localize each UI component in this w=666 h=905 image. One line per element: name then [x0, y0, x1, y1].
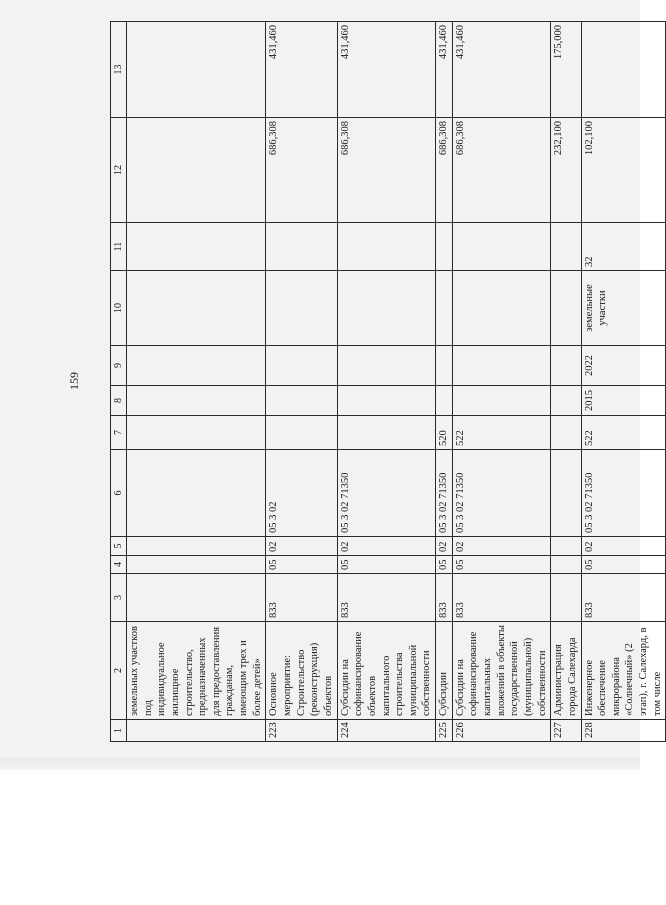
- cell-amount-b: 431,460: [337, 22, 435, 118]
- header-cell: 1: [111, 720, 127, 742]
- cell-target-code: 05 3 02: [266, 450, 337, 537]
- cell-unit: [127, 271, 266, 346]
- cell-unit: [436, 271, 453, 346]
- cell-subsection: [127, 537, 266, 556]
- cell-ministry: [127, 574, 266, 622]
- row-number: [127, 720, 266, 742]
- row-name: земельных участков под индивидуальное жилищное строительство, предназначенных для предоставления гражданам, имеющим трех и более детей»: [127, 622, 266, 720]
- row-number: 226: [452, 720, 550, 742]
- cell-subsection: 02: [581, 537, 666, 556]
- cell-section: 05: [436, 556, 453, 574]
- row-number: 228: [581, 720, 666, 742]
- header-cell: 8: [111, 386, 127, 416]
- table-row: [551, 22, 581, 742]
- row-name: Субсидии на софинансирование капитальных вложений в объекты государственной (муниципальной) собственности: [452, 622, 550, 720]
- cell-amount-b: 431,460: [436, 22, 453, 118]
- header-cell: 4: [111, 556, 127, 574]
- cell-ministry: 833: [337, 574, 435, 622]
- cell-subsection: 02: [337, 537, 435, 556]
- cell-amount-b: 431,460: [452, 22, 550, 118]
- cell-expense-type: [551, 416, 581, 450]
- cell-target-code: 05 3 02 71350: [436, 450, 453, 537]
- cell-capacity: [436, 223, 453, 271]
- cell-capacity: [127, 223, 266, 271]
- table-row: [337, 22, 435, 742]
- cell-subsection: 02: [436, 537, 453, 556]
- cell-section: 05: [452, 556, 550, 574]
- budget-table-rotated: [110, 22, 663, 742]
- cell-ministry: 833: [436, 574, 453, 622]
- page-number: 159: [67, 372, 81, 390]
- cell-amount-a: [127, 118, 266, 223]
- header-cell: 3: [111, 574, 127, 622]
- row-name: Субсидии: [436, 622, 453, 720]
- cell-end-year: [551, 346, 581, 386]
- header-cell: 12: [111, 118, 127, 223]
- cell-unit: земельные участки: [581, 271, 666, 346]
- header-cell: 10: [111, 271, 127, 346]
- row-name: Администрация города Салехарда: [551, 622, 581, 720]
- cell-amount-a: 686,308: [436, 118, 453, 223]
- cell-start-year: 2015: [581, 386, 666, 416]
- cell-amount-b: [581, 22, 666, 118]
- cell-amount-b: 431,460: [266, 22, 337, 118]
- cell-subsection: 02: [266, 537, 337, 556]
- table-row: [452, 22, 550, 742]
- cell-unit: [452, 271, 550, 346]
- cell-target-code: 05 3 02 71350: [452, 450, 550, 537]
- cell-end-year: [337, 346, 435, 386]
- scan-edge-shadow: [0, 758, 640, 770]
- cell-start-year: [452, 386, 550, 416]
- cell-amount-a: 232,100: [551, 118, 581, 223]
- header-cell: 11: [111, 223, 127, 271]
- cell-section: [127, 556, 266, 574]
- header-cell: 9: [111, 346, 127, 386]
- cell-target-code: 05 3 02 71350: [337, 450, 435, 537]
- cell-section: [551, 556, 581, 574]
- cell-capacity: [266, 223, 337, 271]
- cell-target-code: [551, 450, 581, 537]
- cell-amount-a: 102,100: [581, 118, 666, 223]
- budget-table-wrapper: [110, 22, 663, 742]
- cell-amount-b: [127, 22, 266, 118]
- cell-unit: [337, 271, 435, 346]
- cell-end-year: [127, 346, 266, 386]
- cell-unit: [551, 271, 581, 346]
- cell-expense-type: 522: [452, 416, 550, 450]
- header-cell: 6: [111, 450, 127, 537]
- row-number: 224: [337, 720, 435, 742]
- cell-start-year: [551, 386, 581, 416]
- cell-capacity: [452, 223, 550, 271]
- cell-subsection: [551, 537, 581, 556]
- cell-capacity: [337, 223, 435, 271]
- cell-start-year: [127, 386, 266, 416]
- row-name: Основное мероприятие: Строительство (реконструкция) объектов: [266, 622, 337, 720]
- cell-section: 05: [266, 556, 337, 574]
- header-cell: 2: [111, 622, 127, 720]
- cell-start-year: [266, 386, 337, 416]
- cell-section: 05: [581, 556, 666, 574]
- table-header-row: [111, 22, 127, 742]
- cell-subsection: 02: [452, 537, 550, 556]
- cell-expense-type: 522: [581, 416, 666, 450]
- table-row: [127, 22, 266, 742]
- budget-table: [110, 21, 666, 742]
- cell-ministry: 833: [452, 574, 550, 622]
- cell-end-year: [266, 346, 337, 386]
- cell-expense-type: [127, 416, 266, 450]
- cell-capacity: 32: [581, 223, 666, 271]
- cell-section: 05: [337, 556, 435, 574]
- row-name: Инженерное обеспечение микрорайона «Солнечный» (2 этап), г. Салехард, в том числе: [581, 622, 666, 720]
- row-number: 223: [266, 720, 337, 742]
- cell-expense-type: [266, 416, 337, 450]
- row-name: Субсидии на софинансирование объектов капитального строительства муниципальной собственности: [337, 622, 435, 720]
- cell-target-code: 05 3 02 71350: [581, 450, 666, 537]
- header-cell: 5: [111, 537, 127, 556]
- row-number: 225: [436, 720, 453, 742]
- cell-start-year: [436, 386, 453, 416]
- cell-unit: [266, 271, 337, 346]
- header-cell: 13: [111, 22, 127, 118]
- cell-target-code: [127, 450, 266, 537]
- cell-amount-b: 175,000: [551, 22, 581, 118]
- table-row: [266, 22, 337, 742]
- cell-amount-a: 686,308: [337, 118, 435, 223]
- cell-start-year: [337, 386, 435, 416]
- cell-expense-type: 520: [436, 416, 453, 450]
- cell-amount-a: 686,308: [266, 118, 337, 223]
- cell-capacity: [551, 223, 581, 271]
- cell-end-year: 2022: [581, 346, 666, 386]
- cell-ministry: 833: [581, 574, 666, 622]
- cell-expense-type: [337, 416, 435, 450]
- table-row: [436, 22, 453, 742]
- cell-ministry: [551, 574, 581, 622]
- header-cell: 7: [111, 416, 127, 450]
- cell-ministry: 833: [266, 574, 337, 622]
- cell-end-year: [436, 346, 453, 386]
- row-number: 227: [551, 720, 581, 742]
- table-row: [581, 22, 666, 742]
- cell-amount-a: 686,308: [452, 118, 550, 223]
- cell-end-year: [452, 346, 550, 386]
